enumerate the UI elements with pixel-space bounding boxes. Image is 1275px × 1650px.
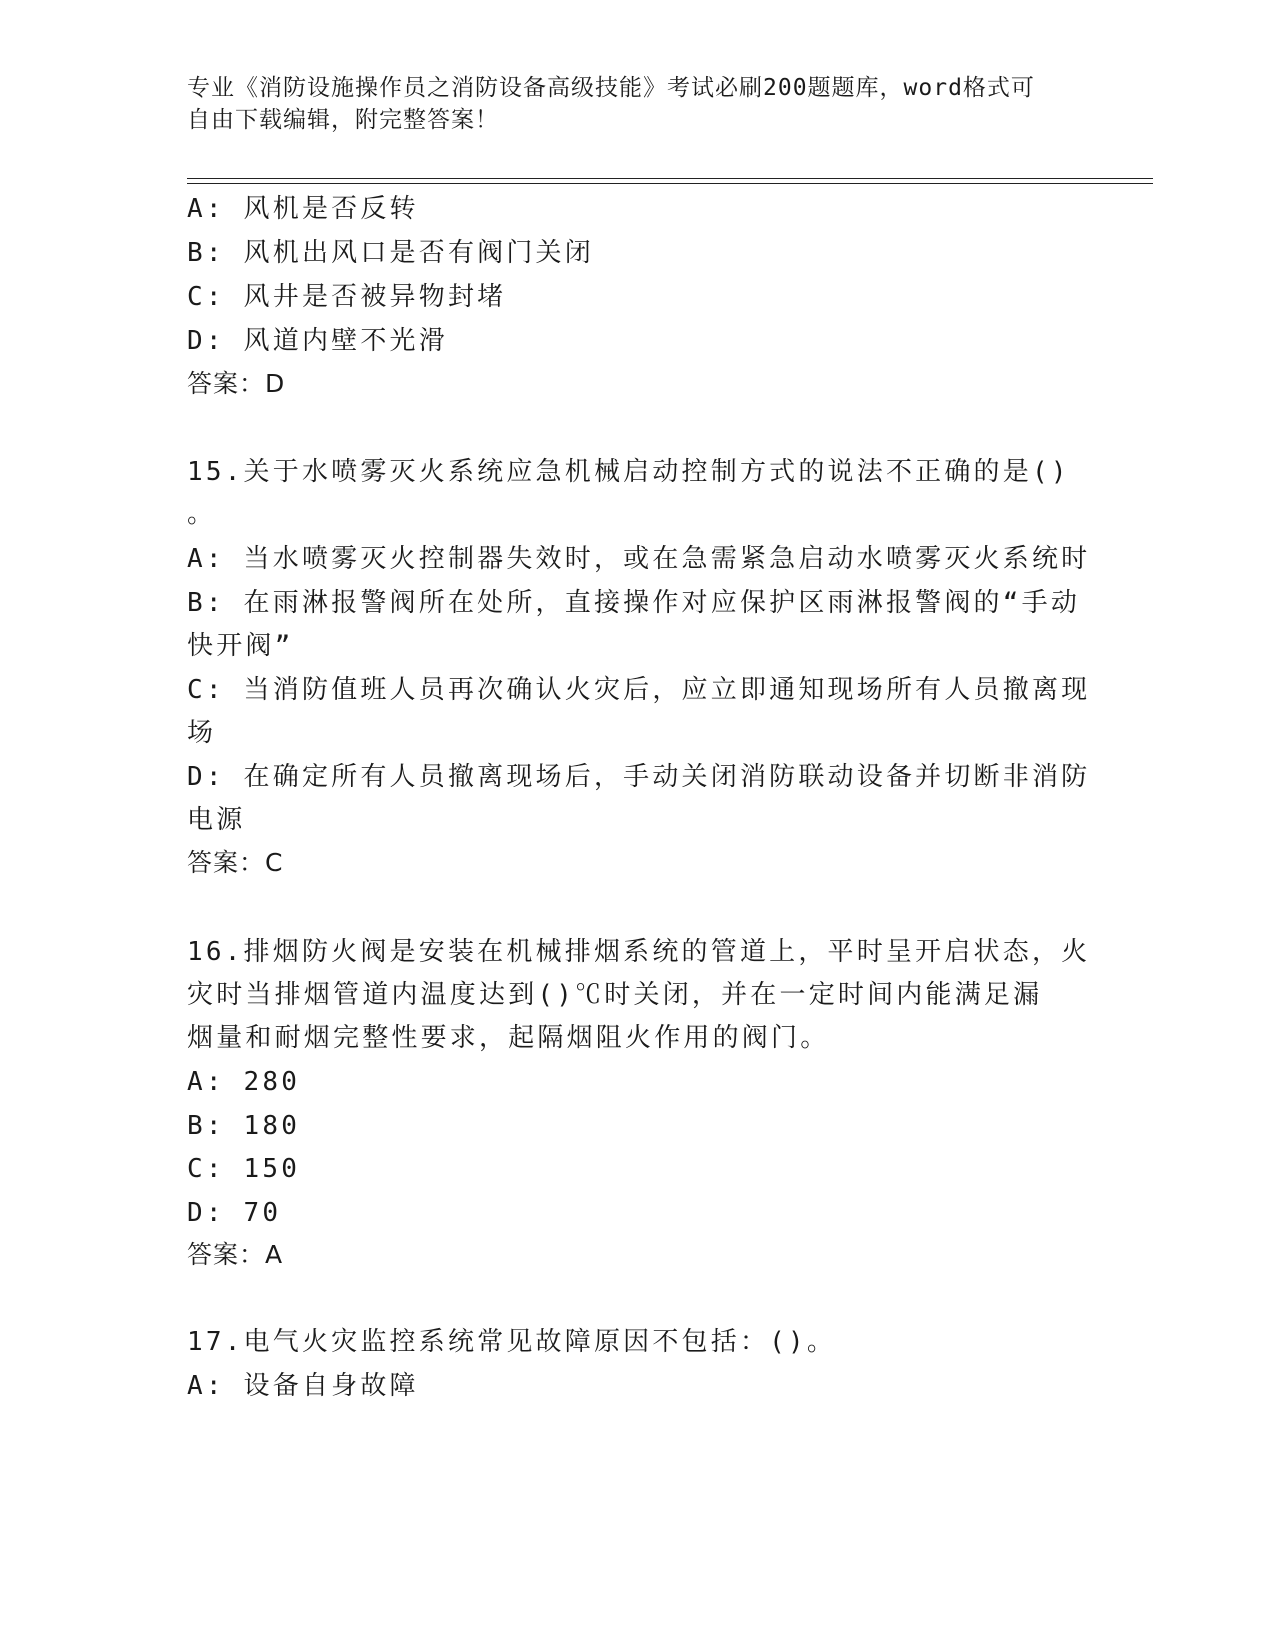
q16-answer: 答案：A xyxy=(187,1240,284,1269)
q16-stem-line-2: 灾时当排烟管道内温度达到()℃时关闭，并在一定时间内能满足漏 xyxy=(187,980,1043,1010)
header-divider-top xyxy=(187,178,1153,179)
q17-option-a: A: 设备自身故障 xyxy=(187,1371,419,1401)
q14-option-d: D: 风道内壁不光滑 xyxy=(187,326,448,356)
q14-option-a: A: 风机是否反转 xyxy=(187,194,419,224)
q15-answer: 答案：C xyxy=(187,848,284,877)
page-header xyxy=(187,72,1087,136)
q15-stem-line-1: 15.关于水喷雾灭火系统应急机械启动控制方式的说法不正确的是() xyxy=(187,457,1070,487)
q15-option-b-line-2: 快开阀” xyxy=(187,631,294,661)
q16-stem-line-3: 烟量和耐烟完整性要求，起隔烟阻火作用的阀门。 xyxy=(187,1023,830,1053)
q14-option-b: B: 风机出风口是否有阀门关闭 xyxy=(187,238,594,268)
q16-stem-line-1: 16.排烟防火阀是安装在机械排烟系统的管道上，平时呈开启状态，火 xyxy=(187,937,1091,967)
q15-stem-line-2: 。 xyxy=(187,499,217,529)
q15-option-d-line-1: D: 在确定所有人员撤离现场后，手动关闭消防联动设备并切断非消防 xyxy=(187,762,1091,792)
q15-option-a: A: 当水喷雾灭火控制器失效时，或在急需紧急启动水喷雾灭火系统时 xyxy=(187,544,1091,574)
q16-option-b: B: 180 xyxy=(187,1111,301,1141)
q15-option-b-line-1: B: 在雨淋报警阀所在处所，直接操作对应保护区雨淋报警阀的“手动 xyxy=(187,588,1081,618)
q16-option-d: D: 70 xyxy=(187,1198,282,1228)
q16-option-c: C: 150 xyxy=(187,1154,301,1184)
q16-option-a: A: 280 xyxy=(187,1067,301,1097)
header-divider-bottom xyxy=(187,183,1153,184)
q15-option-c-line-2: 场 xyxy=(187,718,217,748)
q14-option-c: C: 风井是否被异物封堵 xyxy=(187,282,507,312)
q15-option-c-line-1: C: 当消防值班人员再次确认火灾后，应立即通知现场所有人员撤离现 xyxy=(187,675,1091,705)
header-line-2: 自由下载编辑，附完整答案！ xyxy=(187,107,499,133)
q15-option-d-line-2: 电源 xyxy=(187,805,246,835)
header-line-1: 专业《消防设施操作员之消防设备高级技能》考试必刷200题题库，word格式可 xyxy=(187,75,1035,101)
q17-stem-line-1: 17.电气火灾监控系统常见故障原因不包括：()。 xyxy=(187,1327,837,1357)
q14-answer: 答案：D xyxy=(187,369,286,398)
